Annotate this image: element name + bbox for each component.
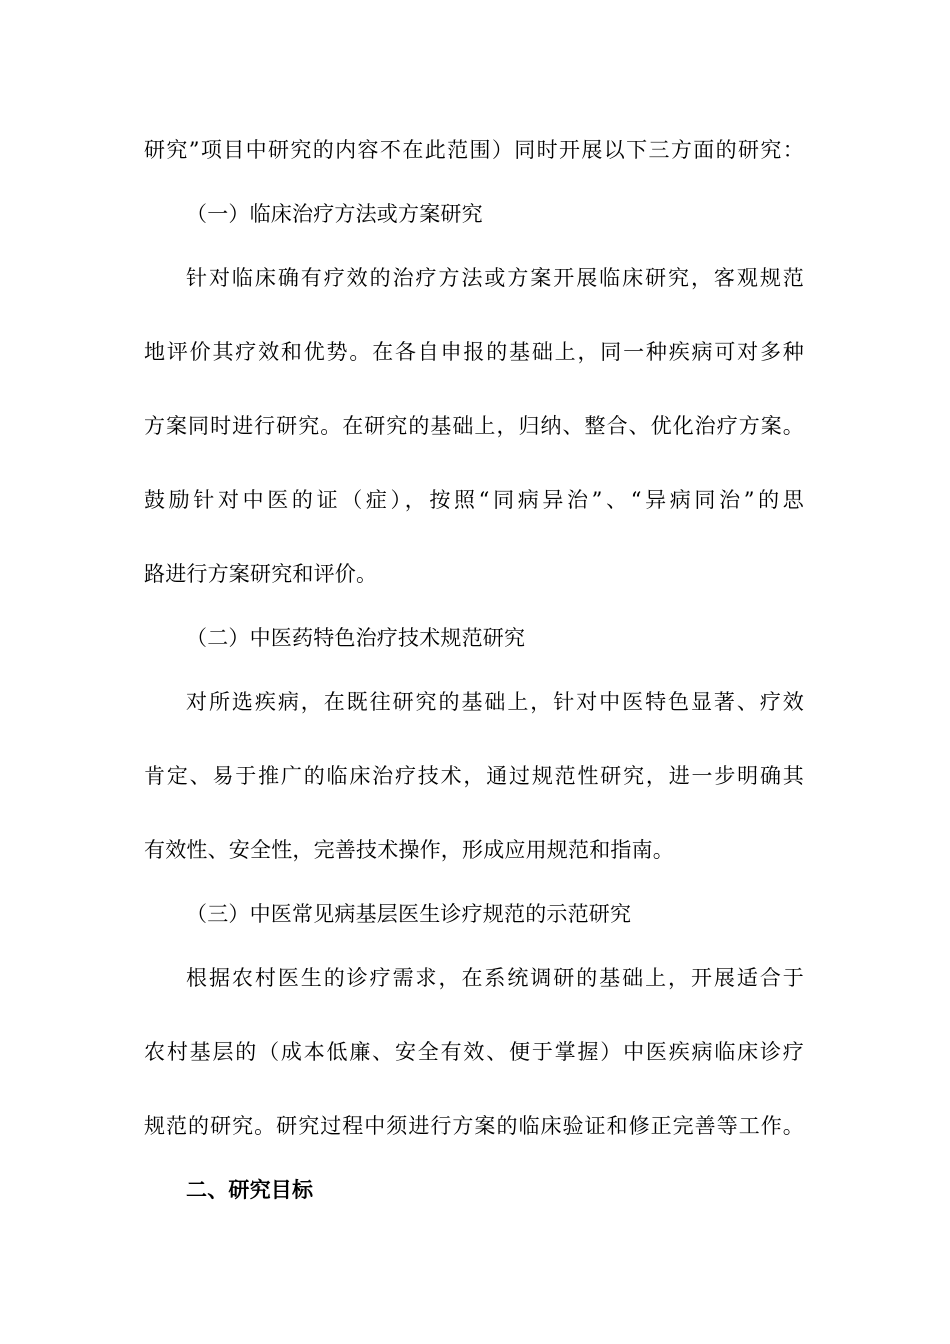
paragraph-line: 针对临床确有疗效的治疗方法或方案开展临床研究，客观规范 (186, 266, 804, 290)
section-heading-3: （三）中医常见病基层医生诊疗规范的示范研究 (186, 902, 632, 926)
paragraph-line: 根据农村医生的诊疗需求，在系统调研的基础上，开展适合于 (186, 966, 804, 990)
section-title: 二、研究目标 (186, 1178, 314, 1202)
paragraph-line: 有效性、安全性，完善技术操作，形成应用规范和指南。 (144, 838, 674, 862)
section-heading-1: （一）临床治疗方法或方案研究 (186, 202, 483, 226)
paragraph-line: 方案同时进行研究。在研究的基础上，归纳、整合、优化治疗方案。 (144, 414, 804, 438)
section-heading-2: （二）中医药特色治疗技术规范研究 (186, 626, 526, 650)
paragraph-line: 农村基层的（成本低廉、安全有效、便于掌握）中医疾病临床诊疗 (144, 1040, 804, 1064)
paragraph-line: 规范的研究。研究过程中须进行方案的临床验证和修正完善等工作。 (144, 1114, 804, 1138)
paragraph-line: 对所选疾病，在既往研究的基础上，针对中医特色显著、疗效 (186, 690, 804, 714)
paragraph-line: 肯定、易于推广的临床治疗技术，通过规范性研究，进一步明确其 (144, 764, 804, 788)
paragraph-line: 研究”项目中研究的内容不在此范围）同时开展以下三方面的研究： (144, 138, 804, 162)
paragraph-line: 路进行方案研究和评价。 (144, 562, 378, 586)
paragraph-line: 鼓励针对中医的证（症），按照“同病异治”、“异病同治”的思 (144, 488, 804, 512)
paragraph-line: 地评价其疗效和优势。在各自申报的基础上，同一种疾病可对多种 (144, 340, 804, 364)
